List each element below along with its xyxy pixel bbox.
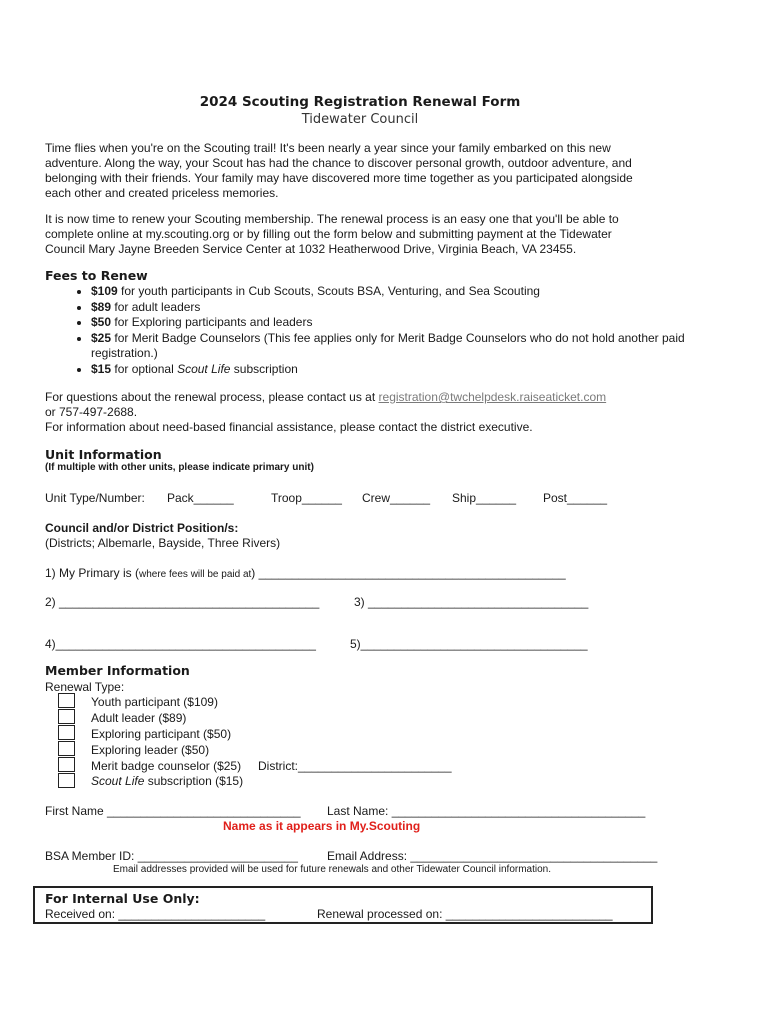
renew-paragraph	[45, 212, 685, 257]
renewal-processed-field[interactable]: Renewal processed on: _________________________	[317, 907, 613, 921]
primary-position-field[interactable]: 1) My Primary is (where fees will be paid at) ______________________________________________	[45, 566, 566, 580]
position-3-field[interactable]: 3) _________________________________	[354, 595, 589, 609]
ship-field[interactable]: Ship______	[452, 491, 517, 505]
council-heading: Council and/or District Position/s:	[45, 521, 239, 535]
option-label: Exploring leader ($50)	[91, 743, 210, 757]
crew-field[interactable]: Crew______	[362, 491, 431, 505]
adult-leader-checkbox[interactable]	[58, 709, 75, 724]
option-label: Youth participant ($109)	[91, 695, 218, 709]
contact-email-link[interactable]: registration@twchelpdesk.raiseaticket.com	[378, 390, 607, 404]
position-4-field[interactable]: 4)_______________________________________	[45, 637, 316, 651]
intro-line: belonging with their friends. Your family may have discovered more time together as you participated alongside	[45, 171, 633, 185]
exploring-leader-checkbox[interactable]	[58, 741, 75, 756]
intro-line: adventure. Along the way, your Scout has had the chance to discover personal growth, outdoor adventure, and	[45, 156, 632, 170]
internal-heading: For Internal Use Only:	[45, 891, 200, 906]
fee-item: • $50 for Exploring participants and leaders	[91, 315, 691, 331]
email-field[interactable]: Email Address: _____________________________________	[327, 849, 658, 863]
renew-line: complete online at my.scouting.org or by filling out the form below and submitting payment at the Tidewater	[45, 227, 612, 241]
member-heading: Member Information	[45, 663, 190, 678]
email-note: Email addresses provided will be used for future renewals and other Tidewater Council information.	[113, 864, 552, 875]
districts-note: (Districts; Albemarle, Bayside, Three Rivers)	[45, 536, 281, 550]
fee-item: • $89 for adult leaders	[91, 300, 691, 316]
exploring-participant-checkbox[interactable]	[58, 725, 75, 740]
scout-life-checkbox[interactable]	[58, 773, 75, 788]
pack-field[interactable]: Pack______	[167, 491, 234, 505]
received-on-field[interactable]: Received on: ______________________	[45, 907, 266, 921]
merit-badge-checkbox[interactable]	[58, 757, 75, 772]
intro-line: each other and created priceless memories.	[45, 186, 279, 200]
name-note: Name as it appears in My.Scouting	[223, 819, 421, 833]
position-5-field[interactable]: 5)__________________________________	[350, 637, 588, 651]
first-name-field[interactable]: First Name _____________________________	[45, 804, 301, 818]
troop-field[interactable]: Troop______	[271, 491, 342, 505]
youth-checkbox[interactable]	[58, 693, 75, 708]
option-label: Merit badge counselor ($25)	[91, 759, 242, 773]
unit-heading: Unit Information	[45, 447, 162, 462]
fee-item: • $25 for Merit Badge Counselors (This fee applies only for Merit Badge Counselors who do not hold another paid registration.)	[91, 331, 691, 362]
fee-item: • $109 for youth participants in Cub Scouts, Scouts BSA, Venturing, and Sea Scouting	[91, 284, 691, 300]
intro-paragraph	[45, 141, 685, 201]
contact-paragraph	[45, 390, 685, 435]
intro-line: Time flies when you're on the Scouting trail! It's been nearly a year since your family embarked on this new	[45, 141, 611, 155]
option-label: Adult leader ($89)	[91, 711, 187, 725]
renewal-type-label: Renewal Type:	[45, 680, 125, 694]
option-label: Exploring participant ($50)	[91, 727, 232, 741]
financial-note: For information about need-based financial assistance, please contact the district executive.	[45, 420, 533, 434]
position-2-field[interactable]: 2) _______________________________________	[45, 595, 320, 609]
renew-line: Council Mary Jayne Breeden Service Center at 1032 Heatherwood Drive, Virginia Beach, VA 23455.	[45, 242, 577, 256]
contact-phone: or 757-497-2688.	[45, 405, 138, 419]
contact-prefix: For questions about the renewal process, please contact us at	[45, 390, 379, 404]
fees-heading: Fees to Renew	[45, 268, 148, 283]
post-field[interactable]: Post______	[543, 491, 608, 505]
fees-list	[45, 284, 691, 377]
option-label: Scout Life subscription ($15)	[91, 774, 244, 788]
district-field[interactable]: District:_______________________	[258, 759, 452, 773]
unit-type-label: Unit Type/Number:	[45, 491, 145, 505]
form-title: 2024 Scouting Registration Renewal Form	[199, 94, 521, 110]
last-name-field[interactable]: Last Name: ______________________________________	[327, 804, 646, 818]
council-subtitle: Tidewater Council	[301, 112, 419, 127]
fee-item: • $15 for optional Scout Life subscription	[91, 362, 691, 378]
member-id-field[interactable]: BSA Member ID: ________________________	[45, 849, 298, 863]
renew-line: It is now time to renew your Scouting membership. The renewal process is an easy one that you'll be able to	[45, 212, 619, 226]
unit-note: (If multiple with other units, please indicate primary unit)	[45, 462, 314, 473]
